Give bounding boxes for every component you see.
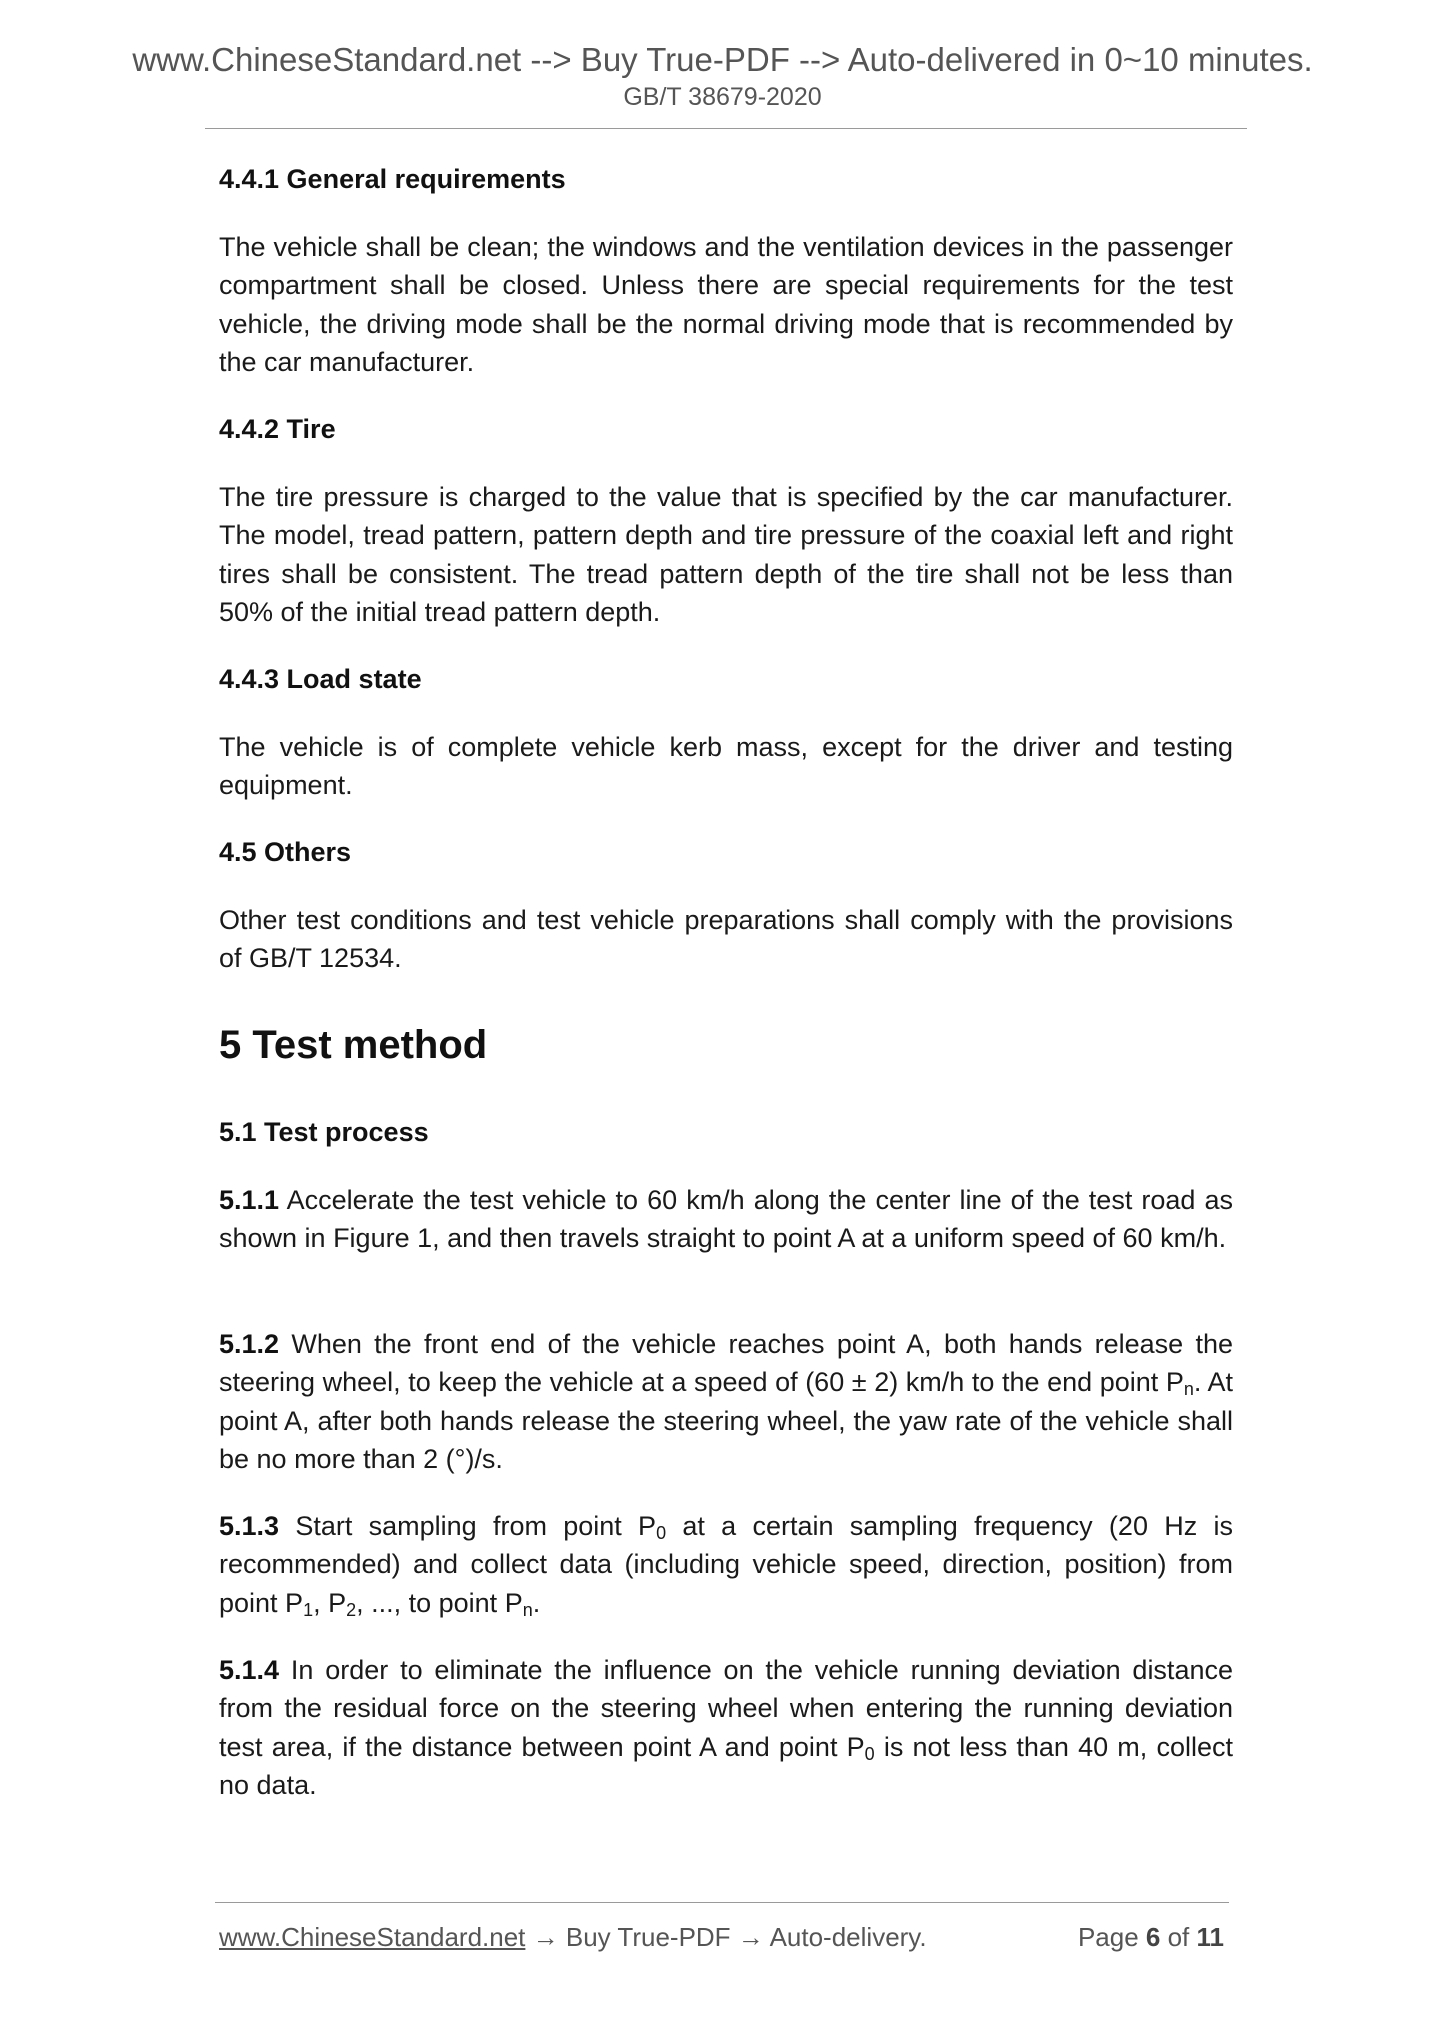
subscript-n: n (522, 1599, 533, 1620)
clause-number-5-1-3: 5.1.3 (219, 1511, 280, 1541)
clause-text-5-1-4b: is not less than 40 m, collect no data. (219, 1731, 1234, 1800)
paragraph-4-5: Other test conditions and test vehicle preparations shall comply with the provisions of GB/T 12534. (219, 905, 1233, 974)
subscript-n: n (1183, 1379, 1194, 1400)
clause-text-5-1-4a: In order to eliminate the influence on the vehicle running deviation distance from the residual force on the steering wheel when entering the running deviation test area, if the distance between point A and point P (219, 1655, 1233, 1762)
paragraph-5-1-3 (219, 1507, 1233, 1622)
paragraph-4-4-2: The tire pressure is charged to the value that is specified by the car manufacturer. The model, tread pattern, pattern depth and tire pressure of the coaxial left and right tires shall be consistent. The tread pattern depth of the tire shall not be less than 50% of the initial tread pattern depth. (219, 482, 1233, 627)
heading-5-1: 5.1 Test process (219, 1117, 429, 1147)
clause-number-5-1-4: 5.1.4 (219, 1655, 280, 1685)
header-standard-code: GB/T 38679-2020 (623, 83, 822, 111)
heading-4-4-1: 4.4.1 General requirements (219, 164, 566, 194)
heading-5: 5 Test method (219, 1023, 488, 1067)
page-current: 6 (1145, 1922, 1161, 1952)
paragraph-5-1-4 (219, 1651, 1233, 1804)
paragraph-5-1-1 (219, 1181, 1233, 1258)
clause-text-5-1-3c: , P (313, 1587, 347, 1618)
page-indicator (1078, 1920, 1224, 1954)
paragraph-5-1-2 (219, 1325, 1233, 1478)
footer-tagline: → Buy True-PDF → Auto-delivery. (525, 1922, 927, 1952)
clause-number-5-1-2: 5.1.2 (219, 1329, 280, 1359)
header-site-line: www.ChineseStandard.net --> Buy True-PDF --> Auto-delivered in 0~10 minutes. (132, 41, 1313, 78)
clause-text-5-1-3a: Start sampling from point P (295, 1511, 657, 1541)
subscript-0: 0 (656, 1523, 667, 1543)
heading-4-4-2: 4.4.2 Tire (219, 414, 336, 444)
subscript-2: 2 (346, 1599, 357, 1620)
page-total: 11 (1196, 1922, 1224, 1952)
paragraph-4-4-3: The vehicle is of complete vehicle kerb mass, except for the driver and testing equipment. (219, 732, 1233, 801)
footer-site-link[interactable]: www.ChineseStandard.net (219, 1922, 526, 1952)
header-divider (205, 128, 1247, 129)
clause-text-5-1-3b: at a certain sampling frequency (20 Hz is recommended) and collect data (including vehicle speed, direction, position) from point P (219, 1511, 1233, 1618)
clause-text-5-1-2a: When the front end of the vehicle reaches point A, both hands release the steering wheel, to keep the vehicle at a speed of (60 ± 2) km/h to the end point P (219, 1329, 1233, 1398)
clause-number-5-1-1: 5.1.1 (219, 1185, 280, 1215)
clause-text-5-1-3d: , ..., to point P (356, 1587, 523, 1618)
footer-divider (215, 1902, 1229, 1903)
clause-text-5-1-2b: . At point A, after both hands release the steering wheel, the yaw rate of the vehicle shall be no more than 2 (°)/s. (219, 1367, 1233, 1474)
subscript-1: 1 (303, 1599, 314, 1620)
paragraph-4-4-1: The vehicle shall be clean; the windows and the ventilation devices in the passenger compartment shall be closed. Unless there are special requirements for the test vehicle, the driving mode shall be the normal driving mode that is recommended by the car manufacturer. (219, 232, 1233, 377)
footer-promo (219, 1920, 927, 1954)
clause-text-5-1-3e: . (532, 1587, 541, 1618)
subscript-0: 0 (864, 1743, 875, 1764)
page-label: Page (1077, 1922, 1146, 1952)
heading-4-4-3: 4.4.3 Load state (219, 664, 422, 694)
heading-4-5: 4.5 Others (219, 837, 352, 867)
clause-text-5-1-1: Accelerate the test vehicle to 60 km/h along the center line of the test road as shown in Figure 1, and then travels straight to point A at a uniform speed of 60 km/h. (219, 1185, 1233, 1254)
page-of-label: of (1160, 1922, 1197, 1952)
